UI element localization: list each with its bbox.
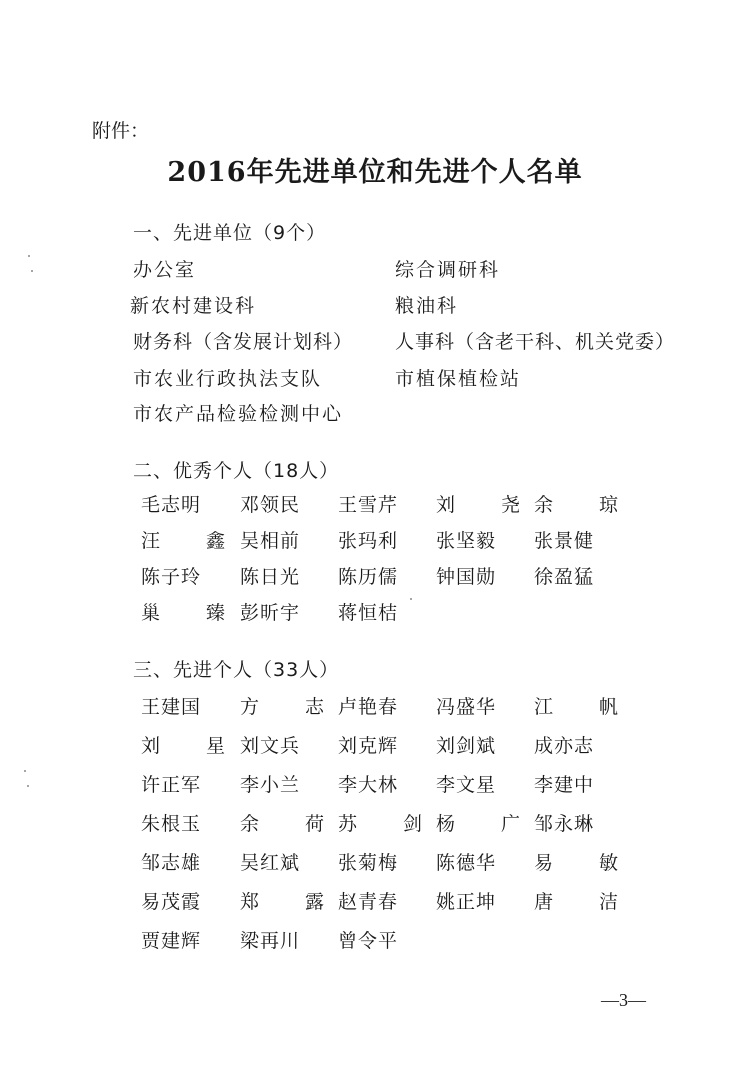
scan-speck <box>28 255 30 257</box>
scan-speck <box>410 598 412 600</box>
person-name: 唐 洁 <box>534 891 639 913</box>
person-name: 邓领民 <box>240 494 301 516</box>
person-name: 许正军 <box>141 774 202 796</box>
person-name: 王雪芹 <box>338 494 399 516</box>
person-name: 刘 星 <box>141 735 246 757</box>
person-name: 江 帆 <box>534 696 639 718</box>
person-name: 贾建辉 <box>141 930 202 952</box>
person-name: 苏 剑 <box>338 813 443 835</box>
person-name: 毛志明 <box>141 494 202 516</box>
person-name: 张坚毅 <box>436 530 497 552</box>
person-name: 梁再川 <box>240 930 301 952</box>
person-name: 陈德华 <box>436 852 497 874</box>
scan-speck <box>31 270 33 272</box>
person-name: 李大林 <box>338 774 399 796</box>
person-name: 邹永琳 <box>534 813 595 835</box>
unit-item: 市农业行政执法支队 <box>133 368 323 390</box>
person-name: 卢艳春 <box>338 696 399 718</box>
unit-item: 粮油科 <box>395 295 459 317</box>
scan-speck <box>24 770 26 772</box>
person-name: 邹志雄 <box>141 852 202 874</box>
person-name: 彭昕宇 <box>240 602 301 624</box>
person-name: 刘克辉 <box>338 735 399 757</box>
person-name: 李小兰 <box>240 774 301 796</box>
person-name: 杨 广 <box>436 813 541 835</box>
page-number: —3— <box>601 990 646 1010</box>
section-heading-units: 一、先进单位（9个） <box>133 222 327 244</box>
person-name: 徐盈猛 <box>534 566 595 588</box>
person-name: 方 志 <box>240 696 345 718</box>
person-name: 吴相前 <box>240 530 301 552</box>
person-name: 王建国 <box>141 696 202 718</box>
person-name: 张玛利 <box>338 530 399 552</box>
unit-item: 市植保植检站 <box>395 368 522 390</box>
scan-speck <box>27 785 29 787</box>
person-name: 巢 臻 <box>141 602 246 624</box>
unit-item: 财务科（含发展计划科） <box>133 331 354 353</box>
unit-item: 新农村建设科 <box>130 295 257 317</box>
person-name: 姚正坤 <box>436 891 497 913</box>
attachment-label: 附件： <box>92 120 150 142</box>
person-name: 陈日光 <box>240 566 301 588</box>
person-name: 郑 露 <box>240 891 345 913</box>
person-name: 余 琼 <box>534 494 639 516</box>
person-name: 成亦志 <box>534 735 595 757</box>
document-title: 2016年先进单位和先进个人名单 <box>167 157 583 188</box>
person-name: 刘文兵 <box>240 735 301 757</box>
person-name: 赵青春 <box>338 891 399 913</box>
person-name: 蒋恒桔 <box>338 602 399 624</box>
person-name: 李文星 <box>436 774 497 796</box>
unit-item: 市农产品检验检测中心 <box>133 403 344 425</box>
person-name: 张景健 <box>534 530 595 552</box>
unit-item: 办公室 <box>133 259 197 281</box>
person-name: 朱根玉 <box>141 813 202 835</box>
person-name: 张菊梅 <box>338 852 399 874</box>
person-name: 陈历儒 <box>338 566 399 588</box>
section-heading-advanced: 三、先进个人（33人） <box>133 659 340 681</box>
person-name: 冯盛华 <box>436 696 497 718</box>
unit-item: 综合调研科 <box>395 259 501 281</box>
person-name: 汪 鑫 <box>141 530 246 552</box>
section-heading-excellent: 二、优秀个人（18人） <box>133 460 340 482</box>
person-name: 余 荷 <box>240 813 345 835</box>
person-name: 刘剑斌 <box>436 735 497 757</box>
person-name: 吴红斌 <box>240 852 301 874</box>
person-name: 曾令平 <box>338 930 399 952</box>
person-name: 陈子玲 <box>141 566 202 588</box>
unit-item: 人事科（含老干科、机关党委） <box>395 331 676 353</box>
person-name: 易茂霞 <box>141 891 202 913</box>
person-name: 钟国勋 <box>436 566 497 588</box>
person-name: 李建中 <box>534 774 595 796</box>
person-name: 刘 尧 <box>436 494 541 516</box>
person-name: 易 敏 <box>534 852 639 874</box>
